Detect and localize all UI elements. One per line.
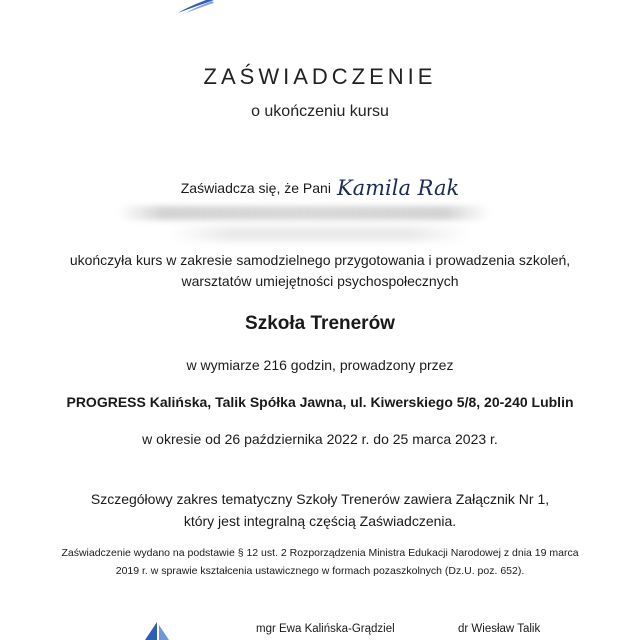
sail-logo-icon: [143, 622, 171, 640]
course-description-line-2: warsztatów umiejętności psychospołecznych: [181, 273, 459, 289]
redacted-personal-data-2: [170, 227, 470, 241]
signatory-right: dr Wiesław Talik: [458, 623, 541, 635]
organizer-line: PROGRESS Kalińska, Talik Spółka Jawna, ul. Kiwerskiego 5/8, 20-240 Lublin: [66, 394, 574, 410]
certificate-subtitle: o ukończeniu kursu: [251, 103, 389, 120]
course-description-line-1: ukończyła kurs w zakresie samodzielnego przygotowania i prowadzenia szkoleń,: [69, 252, 571, 268]
period-line: w okresie od 26 października 2022 r. do 25 marca 2023 r.: [142, 431, 498, 447]
school-name: Szkoła Trenerów: [245, 313, 395, 334]
legal-basis-line-2: 2019 r. w sprawie kształcenia ustawicznego w formach pozaszkolnych (Dz.U. poz. 652).: [115, 565, 525, 577]
certifies-line: [0, 176, 640, 200]
recipient-name: Kamila Rak: [336, 176, 460, 200]
certificate-title: ZAŚWIADCZENIE: [203, 64, 437, 89]
scope-line-1: Szczegółowy zakres tematyczny Szkoły Trenerów zawiera Załącznik Nr 1,: [90, 491, 550, 507]
signatory-left: mgr Ewa Kalińska-Grądziel: [256, 623, 395, 635]
legal-basis-line-1: Zaświadczenie wydano na podstawie § 12 ust. 2 Rozporządzenia Ministra Edukacji Narodowej z dnia 19 marca: [61, 547, 579, 559]
hours-line: w wymiarze 216 godzin, prowadzony przez: [186, 357, 454, 373]
bird-wing-logo-icon: [176, 0, 216, 14]
certifies-prefix: Zaświadcza się, że Pani: [180, 180, 331, 196]
scope-line-2: który jest integralną częścią Zaświadczenia.: [183, 513, 457, 529]
redacted-personal-data: [118, 206, 490, 220]
